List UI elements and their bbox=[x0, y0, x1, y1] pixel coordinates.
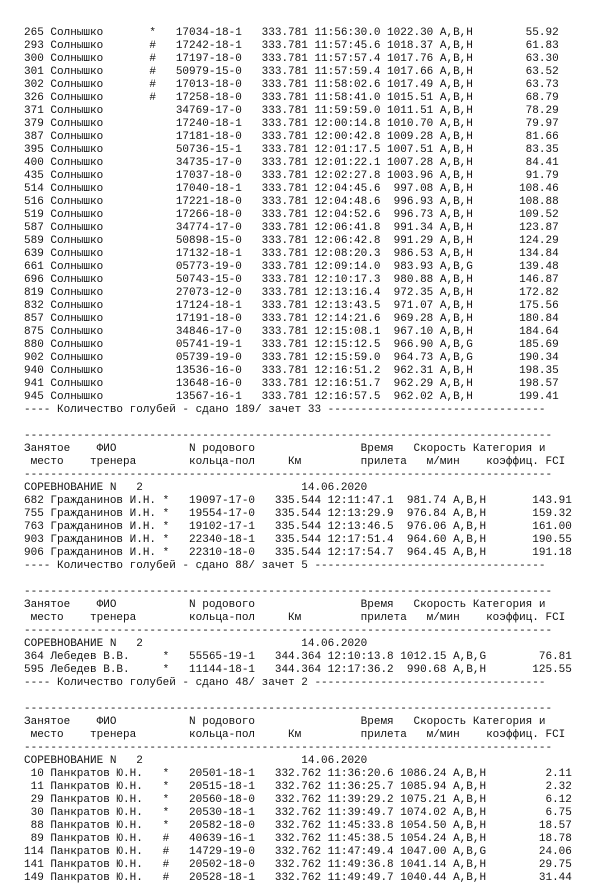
result-row: 587 Солнышко 34774-17-0 333.781 12:06:41.8 991.34 A,B,H 123.87 bbox=[24, 222, 559, 234]
result-row: 941 Солнышко 13648-16-0 333.781 12:16:51.7 962.29 A,B,H 198.57 bbox=[24, 378, 559, 390]
group-footer: ---- Количество голубей - сдано 48/ зачет 2 ----------------------------------- bbox=[24, 677, 546, 689]
result-row: 400 Солнышко 34735-17-0 333.781 12:01:22.1 1007.28 A,B,H 84.41 bbox=[24, 157, 559, 169]
contest-title: СОРЕВНОВАНИЕ N 2 14.06.2020 bbox=[24, 638, 368, 650]
result-row: 832 Солнышко 17124-18-1 333.781 12:13:43.5 971.07 A,B,H 175.56 bbox=[24, 300, 559, 312]
result-row: 755 Гражданинов И.Н. * 19554-17-0 335.544 12:13:29.9 976.84 A,B,H 159.32 bbox=[24, 508, 572, 520]
result-row: 875 Солнышко 34846-17-0 333.781 12:15:08.1 967.10 A,B,H 184.64 bbox=[24, 326, 559, 338]
result-row: 595 Лебедев В.В. * 11144-18-1 344.364 12:17:36.2 990.68 A,B,H 125.55 bbox=[24, 664, 572, 676]
result-row: 639 Солнышко 17132-18-1 333.781 12:08:20.3 986.53 A,B,H 134.84 bbox=[24, 248, 559, 260]
result-row: 114 Панкратов Ю.Н. # 14729-19-0 332.762 11:47:49.4 1047.00 A,B,G 24.06 bbox=[24, 846, 572, 858]
result-row: 30 Панкратов Ю.Н. * 20530-18-1 332.762 11:39:49.7 1074.02 A,B,H 6.75 bbox=[24, 807, 572, 819]
result-row: 265 Солнышко * 17034-18-1 333.781 11:56:30.0 1022.30 A,B,H 55.92 bbox=[24, 27, 559, 39]
result-row: 300 Солнышко # 17197-18-0 333.781 11:57:57.4 1017.76 A,B,H 63.30 bbox=[24, 53, 559, 65]
result-row: 435 Солнышко 17037-18-0 333.781 12:02:27.8 1003.96 A,B,H 91.79 bbox=[24, 170, 559, 182]
result-row: 88 Панкратов Ю.Н. * 20582-18-0 332.762 11:45:33.8 1054.50 A,B,H 18.57 bbox=[24, 820, 572, 832]
blank-line bbox=[24, 573, 572, 586]
result-row: 902 Солнышко 05739-19-0 333.781 12:15:59.0 964.73 A,B,G 190.34 bbox=[24, 352, 559, 364]
result-row: 29 Панкратов Ю.Н. * 20560-18-0 332.762 11:39:29.2 1075.21 A,B,H 6.12 bbox=[24, 794, 572, 806]
result-row: 301 Солнышко # 50979-15-0 333.781 11:57:59.4 1017.66 A,B,H 63.52 bbox=[24, 66, 559, 78]
result-row: 880 Солнышко 05741-19-1 333.781 12:15:12.5 966.90 A,B,G 185.69 bbox=[24, 339, 559, 351]
group-footer: ---- Количество голубей - сдано 189/ зачет 33 --------------------------------- bbox=[24, 404, 546, 416]
separator-line: -------------------------------------------------------------------------------- bbox=[24, 469, 553, 481]
result-row: 857 Солнышко 17191-18-0 333.781 12:14:21.6 969.28 A,B,H 180.84 bbox=[24, 313, 559, 325]
separator-line: -------------------------------------------------------------------------------- bbox=[24, 430, 553, 442]
result-row: 326 Солнышко # 17258-18-0 333.781 11:58:41.0 1015.51 A,B,H 68.79 bbox=[24, 92, 559, 104]
result-row: 516 Солнышко 17221-18-0 333.781 12:04:48.6 996.93 A,B,H 108.88 bbox=[24, 196, 559, 208]
separator-line: -------------------------------------------------------------------------------- bbox=[24, 586, 553, 598]
separator-line: -------------------------------------------------------------------------------- bbox=[24, 625, 553, 637]
column-subheader-line: место тренера кольца-пол Км прилета м/мин коэффиц. FCI bbox=[24, 456, 566, 468]
contest-title: СОРЕВНОВАНИЕ N 2 14.06.2020 bbox=[24, 755, 368, 767]
result-row: 379 Солнышко 17240-18-1 333.781 12:00:14.8 1010.70 A,B,H 79.97 bbox=[24, 118, 559, 130]
result-row: 763 Гражданинов И.Н. * 19102-17-1 335.544 12:13:46.5 976.06 A,B,H 161.00 bbox=[24, 521, 572, 533]
results-sheet bbox=[24, 27, 572, 885]
result-row: 371 Солнышко 34769-17-0 333.781 11:59:59.0 1011.51 A,B,H 78.29 bbox=[24, 105, 559, 117]
result-row: 149 Панкратов Ю.Н. # 20528-18-1 332.762 11:49:49.7 1040.44 A,B,H 31.44 bbox=[24, 872, 572, 884]
group-footer: ---- Количество голубей - сдано 88/ зачет 5 ----------------------------------- bbox=[24, 560, 546, 572]
result-row: 519 Солнышко 17266-18-0 333.781 12:04:52.6 996.73 A,B,H 109.52 bbox=[24, 209, 559, 221]
result-row: 906 Гражданинов И.Н. * 22310-18-0 335.544 12:17:54.7 964.45 A,B,H 191.18 bbox=[24, 547, 572, 559]
result-row: 940 Солнышко 13536-16-0 333.781 12:16:51.2 962.31 A,B,H 198.35 bbox=[24, 365, 559, 377]
result-row: 819 Солнышко 27073-12-0 333.781 12:13:16.4 972.35 A,B,H 172.82 bbox=[24, 287, 559, 299]
result-row: 696 Солнышко 50743-15-0 333.781 12:10:17.3 980.88 A,B,H 146.87 bbox=[24, 274, 559, 286]
result-row: 11 Панкратов Ю.Н. * 20515-18-1 332.762 11:36:25.7 1085.94 A,B,H 2.32 bbox=[24, 781, 572, 793]
column-subheader-line: место тренера кольца-пол Км прилета м/мин коэффиц. FCI bbox=[24, 729, 566, 741]
separator-line: -------------------------------------------------------------------------------- bbox=[24, 703, 553, 715]
result-row: 682 Гражданинов И.Н. * 19097-17-0 335.544 12:11:47.1 981.74 A,B,H 143.91 bbox=[24, 495, 572, 507]
result-row: 661 Солнышко 05773-19-0 333.781 12:09:14.0 983.93 A,B,G 139.48 bbox=[24, 261, 559, 273]
column-subheader-line: место тренера кольца-пол Км прилета м/мин коэффиц. FCI bbox=[24, 612, 566, 624]
separator-line: -------------------------------------------------------------------------------- bbox=[24, 742, 553, 754]
column-header-line: Занятое ФИО N родового Время Скорость Категория и bbox=[24, 599, 546, 611]
result-row: 364 Лебедев В.В. * 55565-19-1 344.364 12:10:13.8 1012.15 A,B,G 76.81 bbox=[24, 651, 572, 663]
result-row: 589 Солнышко 50898-15-0 333.781 12:06:42.8 991.29 A,B,H 124.29 bbox=[24, 235, 559, 247]
column-header-line: Занятое ФИО N родового Время Скорость Категория и bbox=[24, 716, 546, 728]
result-row: 514 Солнышко 17040-18-1 333.781 12:04:45.6 997.08 A,B,H 108.46 bbox=[24, 183, 559, 195]
contest-title: СОРЕВНОВАНИЕ N 2 14.06.2020 bbox=[24, 482, 368, 494]
column-header-line: Занятое ФИО N родового Время Скорость Категория и bbox=[24, 443, 546, 455]
result-row: 302 Солнышко # 17013-18-0 333.781 11:58:02.6 1017.49 A,B,H 63.73 bbox=[24, 79, 559, 91]
result-row: 293 Солнышко # 17242-18-1 333.781 11:57:45.6 1018.37 A,B,H 61.83 bbox=[24, 40, 559, 52]
result-row: 89 Панкратов Ю.Н. # 40639-16-1 332.762 11:45:38.5 1054.24 A,B,H 18.78 bbox=[24, 833, 572, 845]
result-row: 945 Солнышко 13567-16-1 333.781 12:16:57.5 962.02 A,B,H 199.41 bbox=[24, 391, 559, 403]
blank-line bbox=[24, 690, 572, 703]
result-row: 387 Солнышко 17181-18-0 333.781 12:00:42.8 1009.28 A,B,H 81.66 bbox=[24, 131, 559, 143]
result-row: 395 Солнышко 50736-15-1 333.781 12:01:17.5 1007.51 A,B,H 83.35 bbox=[24, 144, 559, 156]
result-row: 141 Панкратов Ю.Н. # 20502-18-0 332.762 11:49:36.8 1041.14 A,B,H 29.75 bbox=[24, 859, 572, 871]
blank-line bbox=[24, 417, 572, 430]
result-row: 903 Гражданинов И.Н. * 22340-18-1 335.544 12:17:51.4 964.60 A,B,H 190.55 bbox=[24, 534, 572, 546]
result-row: 10 Панкратов Ю.Н. * 20501-18-1 332.762 11:36:20.6 1086.24 A,B,H 2.11 bbox=[24, 768, 572, 780]
